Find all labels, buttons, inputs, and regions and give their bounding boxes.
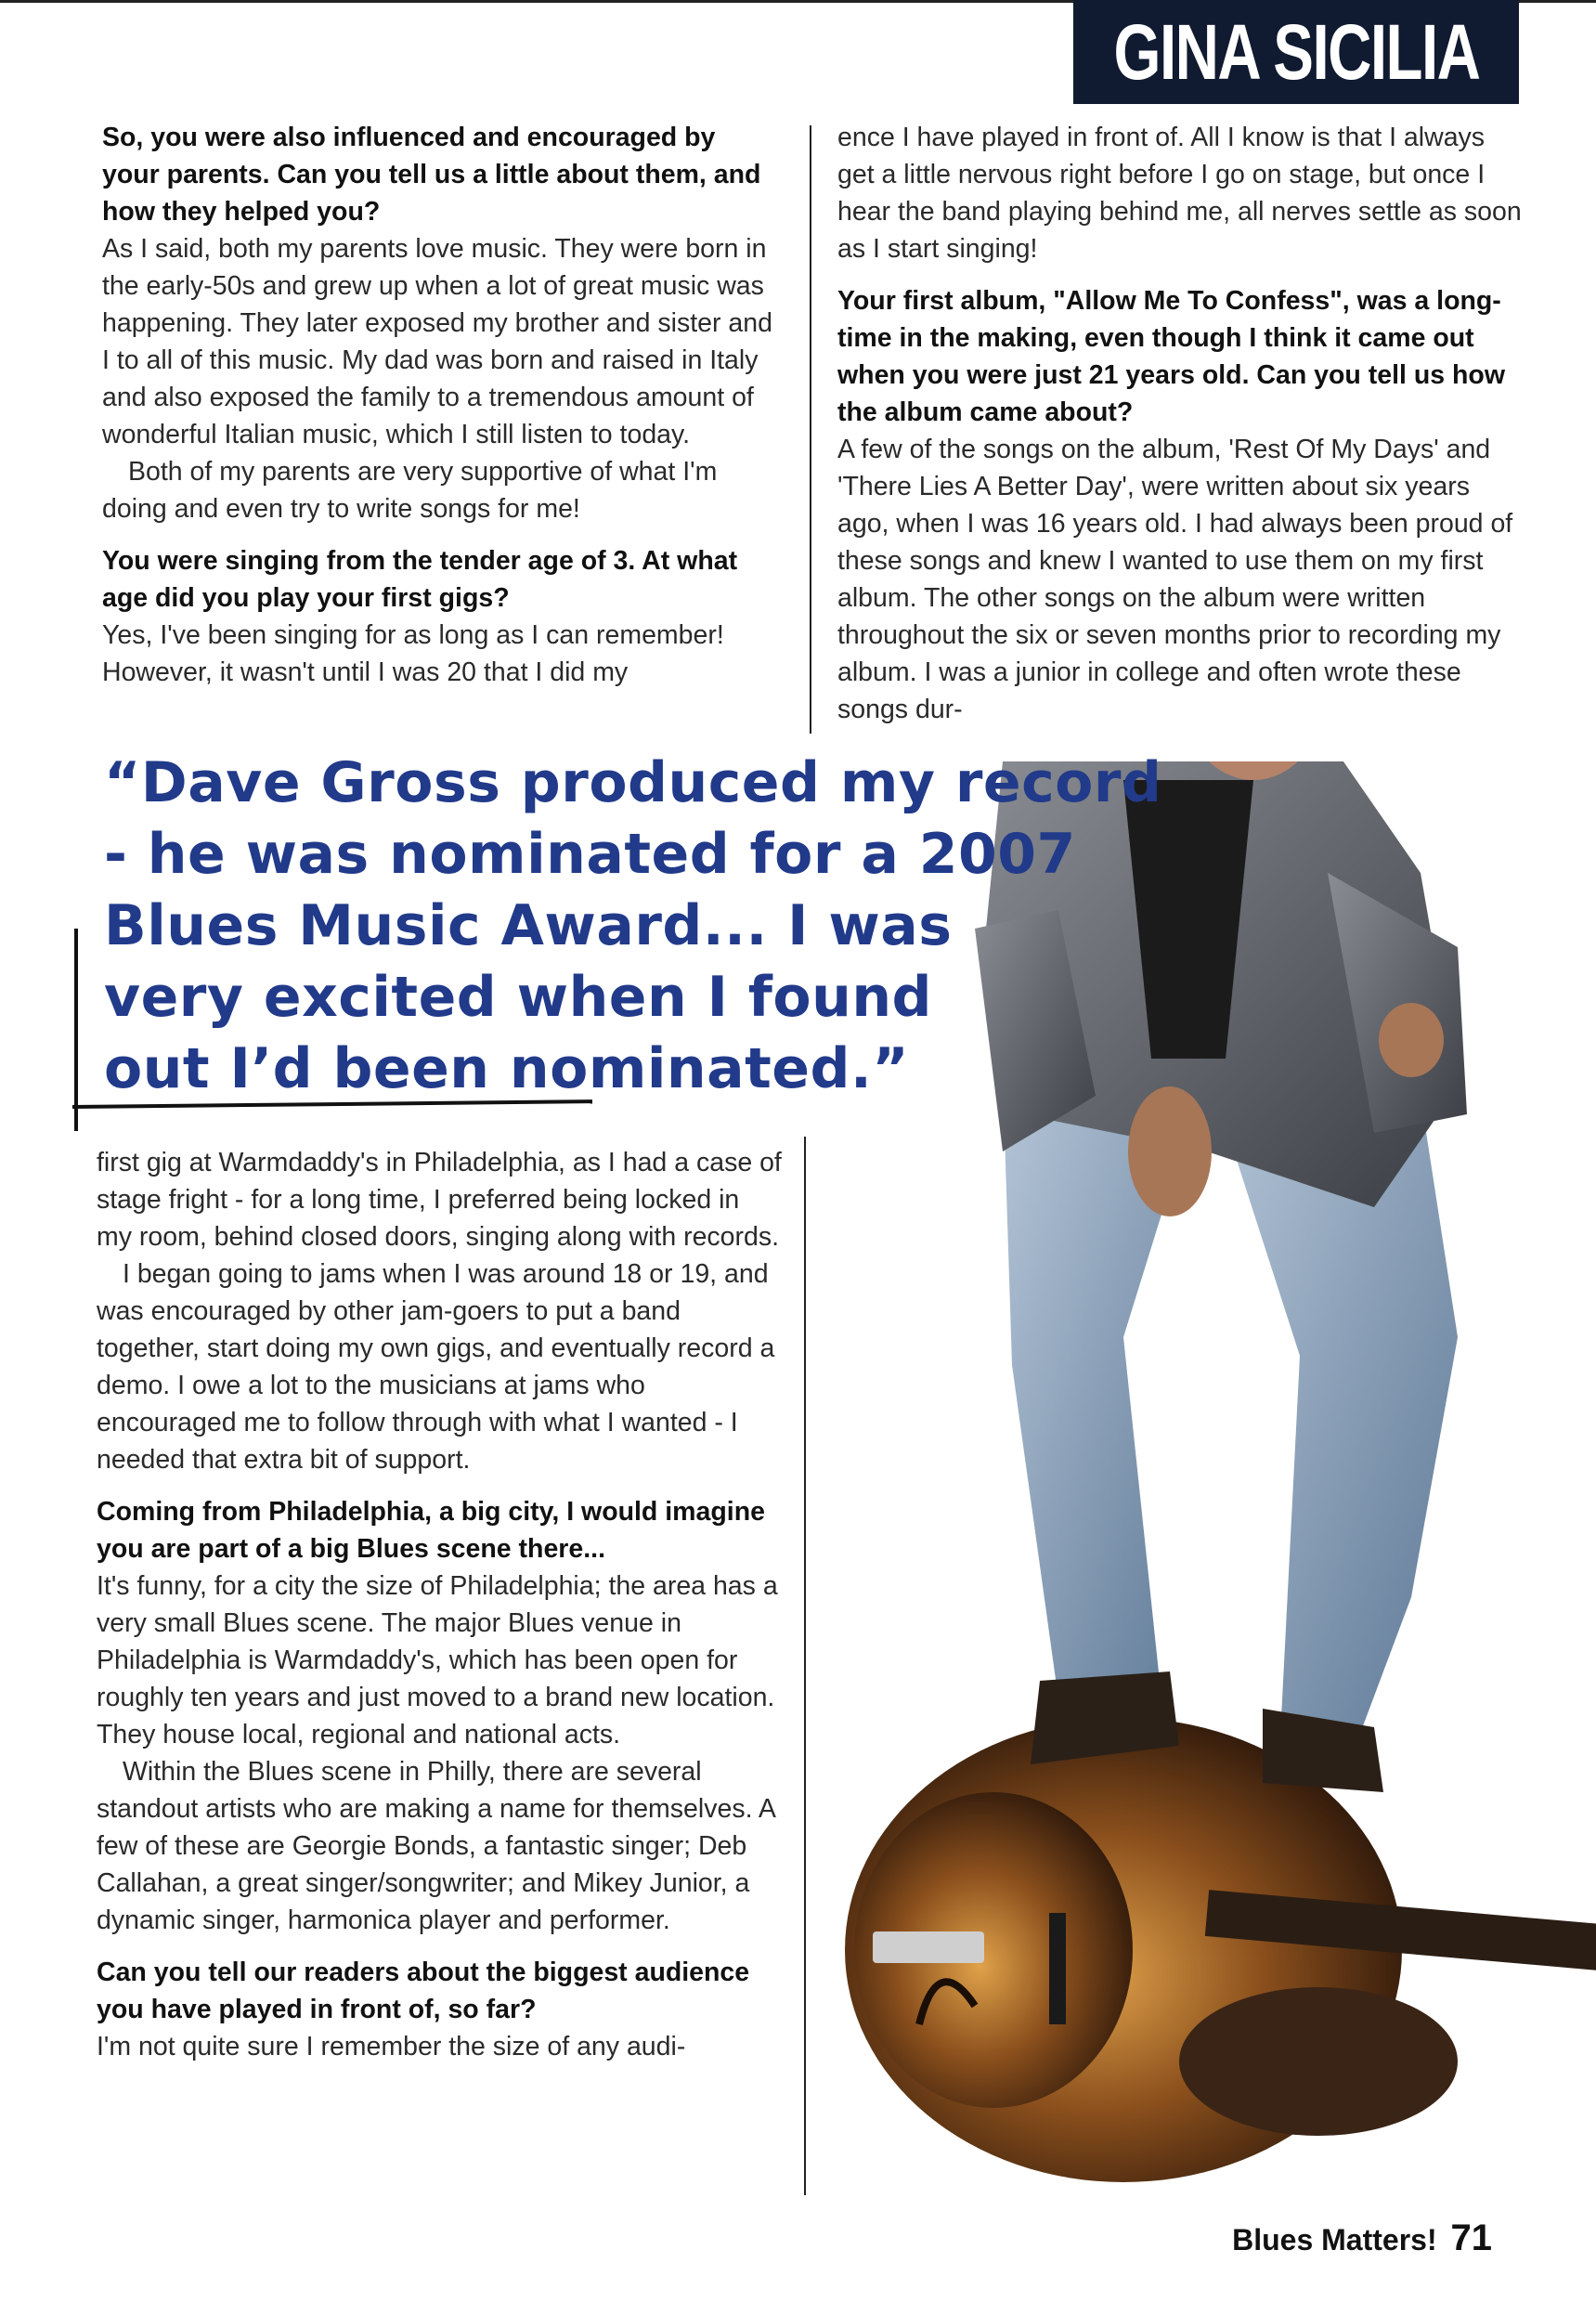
pull-quote-line-2: - he was nominated for a 2007: [104, 822, 1076, 887]
column-divider-bottom: [804, 1137, 806, 2195]
header-title: GINA SICILIA: [1113, 7, 1479, 96]
question-first-album: Your first album, "Allow Me To Confess", was a long-time in the making, even though I think it came out when you were just 21 years old. Can you tell us how the album came about?: [837, 286, 1506, 427]
answer-first-gigs-cont: first gig at Warmdaddy's in Philadelphia, as I had a case of stage fright - for a long time, I preferred being locked in my room, behind closed doors, singing along with records.: [97, 1148, 782, 1252]
pull-quote-line-1: “Dave Gross produced my record: [104, 750, 1162, 815]
answer-first-gigs-p2: I began going to jams when I was around 18 or 19, and was encouraged by other jam-goers to put a band together, start doing my own gigs, and eventually record a demo. I owe a lot to the musicians at jams who encouraged me to follow through with what I wanted - I needed that extra bit of support.: [97, 1259, 775, 1475]
page-number: 71: [1450, 2217, 1492, 2258]
pull-quote-bracket: [74, 929, 78, 1131]
left-column-top: [102, 119, 780, 691]
section-header: [1073, 0, 1519, 104]
column-divider-top: [810, 125, 811, 734]
question-philadelphia: Coming from Philadelphia, a big city, I would imagine you are part of a big Blues scene there...: [97, 1497, 765, 1564]
pull-quote-line-3: Blues Music Award... I was: [104, 893, 953, 958]
right-column-top: [837, 119, 1525, 728]
answer-parents-p2: Both of my parents are very supportive of what I'm doing and even try to write songs for me!: [102, 457, 718, 524]
page-footer: [1232, 2217, 1492, 2259]
answer-first-gigs-start: Yes, I've been singing for as long as I can remember! However, it wasn't until I was 20 that I did my: [102, 620, 724, 687]
magazine-name: Blues Matters!: [1232, 2223, 1437, 2256]
answer-biggest-audience-start: I'm not quite sure I remember the size of any audi-: [97, 2032, 686, 2061]
guitar: [845, 1718, 1596, 2182]
pull-quote-line-5: out I’d been nominated.”: [104, 1036, 910, 1101]
pull-quote-line-4: very excited when I found: [104, 965, 932, 1030]
pull-quote: [104, 748, 1265, 1105]
left-column-bottom: [97, 1144, 782, 2065]
answer-first-album: A few of the songs on the album, 'Rest Of My Days' and 'There Lies A Better Day', were written about six years ago, when I was 16 years old. I had always been proud of these songs and knew I wanted to use them on my first album. The other songs on the album were written throughout the six or seven months prior to recording my album. I was a junior in college and often wrote these songs dur-: [837, 435, 1513, 724]
question-first-gigs: You were singing from the tender age of 3. At what age did you play your first gigs?: [102, 546, 738, 613]
answer-philadelphia-p2: Within the Blues scene in Philly, there are several standout artists who are making a name for themselves. A few of these are Georgie Bonds, a fantastic singer; Deb Callahan, a great singer/songwriter; and Mikey Junior, a dynamic singer, harmonica player and performer.: [97, 1757, 775, 1935]
answer-parents-p1: As I said, both my parents love music. They were born in the early-50s and grew up when a lot of great music was happening. They later exposed my brother and sister and I to all of this music. My dad was born and raised in Italy and also exposed the family to a tremendous amount of wonderful Italian music, which I still listen to today.: [102, 234, 772, 449]
answer-philadelphia-p1: It's funny, for a city the size of Philadelphia; the area has a very small Blues scene. The major Blues venue in Philadelphia is Warmdaddy's, which has been open for roughly ten years and just moved to a brand new location. They house local, regional and national acts.: [97, 1571, 778, 1749]
question-parents: So, you were also influenced and encouraged by your parents. Can you tell us a little about them, and how they helped you?: [102, 123, 761, 227]
question-biggest-audience: Can you tell our readers about the biggest audience you have played in front of, so far?: [97, 1957, 750, 2024]
answer-audience-cont: ence I have played in front of. All I know is that I always get a little nervous right before I go on stage, but once I hear the band playing behind me, all nerves settle as soon as I start singing!: [837, 123, 1522, 264]
